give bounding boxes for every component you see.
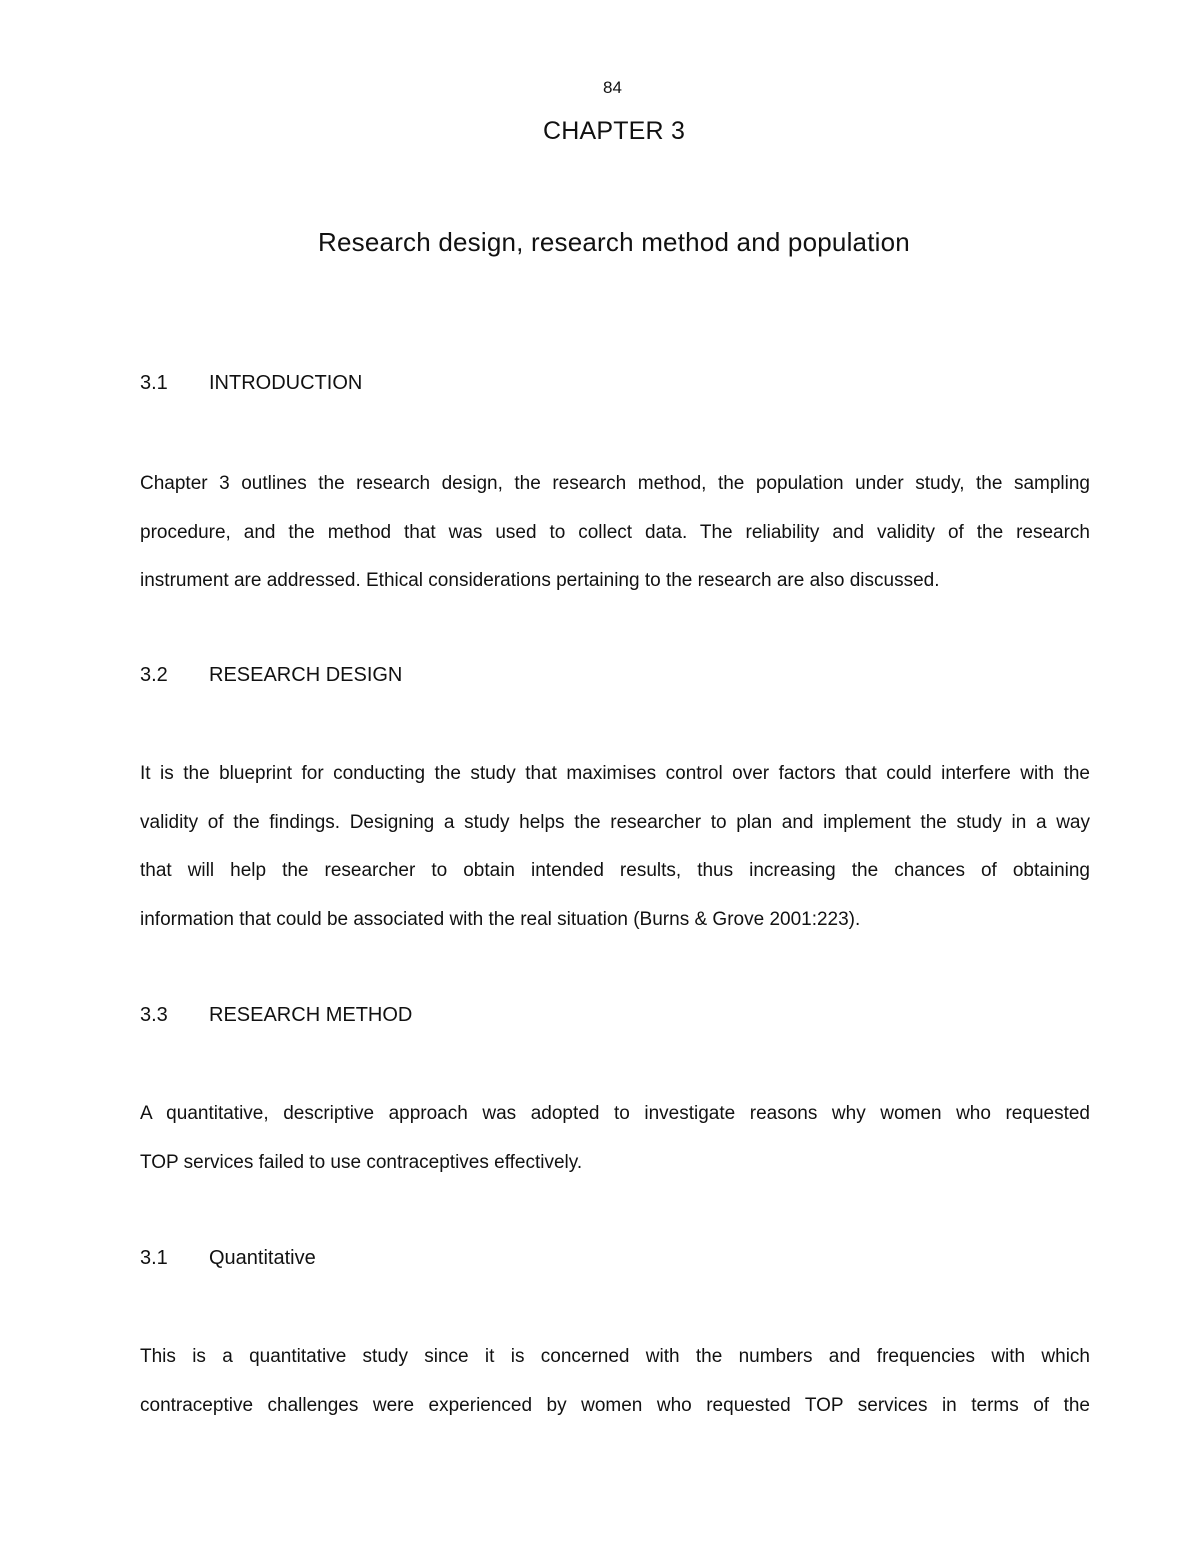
paragraph-line: It is the blueprint for conducting the study that maximises control over factors that could interfere with the bbox=[140, 763, 1090, 784]
section-number: 3.1 bbox=[140, 1247, 168, 1269]
page-number: 84 bbox=[603, 78, 622, 97]
section-number: 3.1 bbox=[140, 372, 168, 394]
section-number: 3.2 bbox=[140, 664, 168, 686]
paragraph-line: This is a quantitative study since it is concerned with the numbers and frequencies with which bbox=[140, 1346, 1090, 1367]
section-heading-quantitative bbox=[140, 1247, 316, 1270]
section-title: RESEARCH DESIGN bbox=[209, 664, 403, 686]
section-title: Quantitative bbox=[209, 1247, 316, 1269]
paragraph-research-method bbox=[140, 1090, 1090, 1187]
paragraph-introduction bbox=[140, 460, 1090, 606]
section-heading-research-method bbox=[140, 1004, 412, 1027]
paragraph-line: validity of the findings. Designing a study helps the researcher to plan and implement the study in a way bbox=[140, 811, 1090, 833]
section-title: RESEARCH METHOD bbox=[209, 1004, 413, 1026]
paragraph-quantitative bbox=[140, 1333, 1090, 1430]
paragraph-line: procedure, and the method that was used to collect data. The reliability and validity of the research bbox=[140, 521, 1090, 543]
section-number: 3.3 bbox=[140, 1004, 168, 1026]
chapter-label: CHAPTER 3 bbox=[542, 117, 686, 145]
paragraph-line: contraceptive challenges were experienced by women who requested TOP services in terms of the bbox=[140, 1394, 1090, 1416]
section-heading-research-design bbox=[140, 664, 402, 687]
section-title: INTRODUCTION bbox=[209, 372, 363, 394]
paragraph-line: TOP services failed to use contraceptives effectively. bbox=[140, 1151, 583, 1173]
paragraph-line: information that could be associated with the real situation (Burns & Grove 2001:223). bbox=[140, 908, 861, 930]
chapter-title: Research design, research method and population bbox=[318, 227, 910, 257]
section-heading-introduction bbox=[140, 372, 362, 395]
paragraph-line: A quantitative, descriptive approach was adopted to investigate reasons why women who requested bbox=[140, 1103, 1090, 1124]
paragraph-research-design bbox=[140, 750, 1090, 944]
paragraph-line: that will help the researcher to obtain intended results, thus increasing the chances of obtaining bbox=[140, 860, 1090, 881]
paragraph-line: Chapter 3 outlines the research design, the research method, the population under study, the sampling bbox=[140, 473, 1090, 494]
paragraph-line: instrument are addressed. Ethical considerations pertaining to the research are also discussed. bbox=[140, 570, 940, 591]
